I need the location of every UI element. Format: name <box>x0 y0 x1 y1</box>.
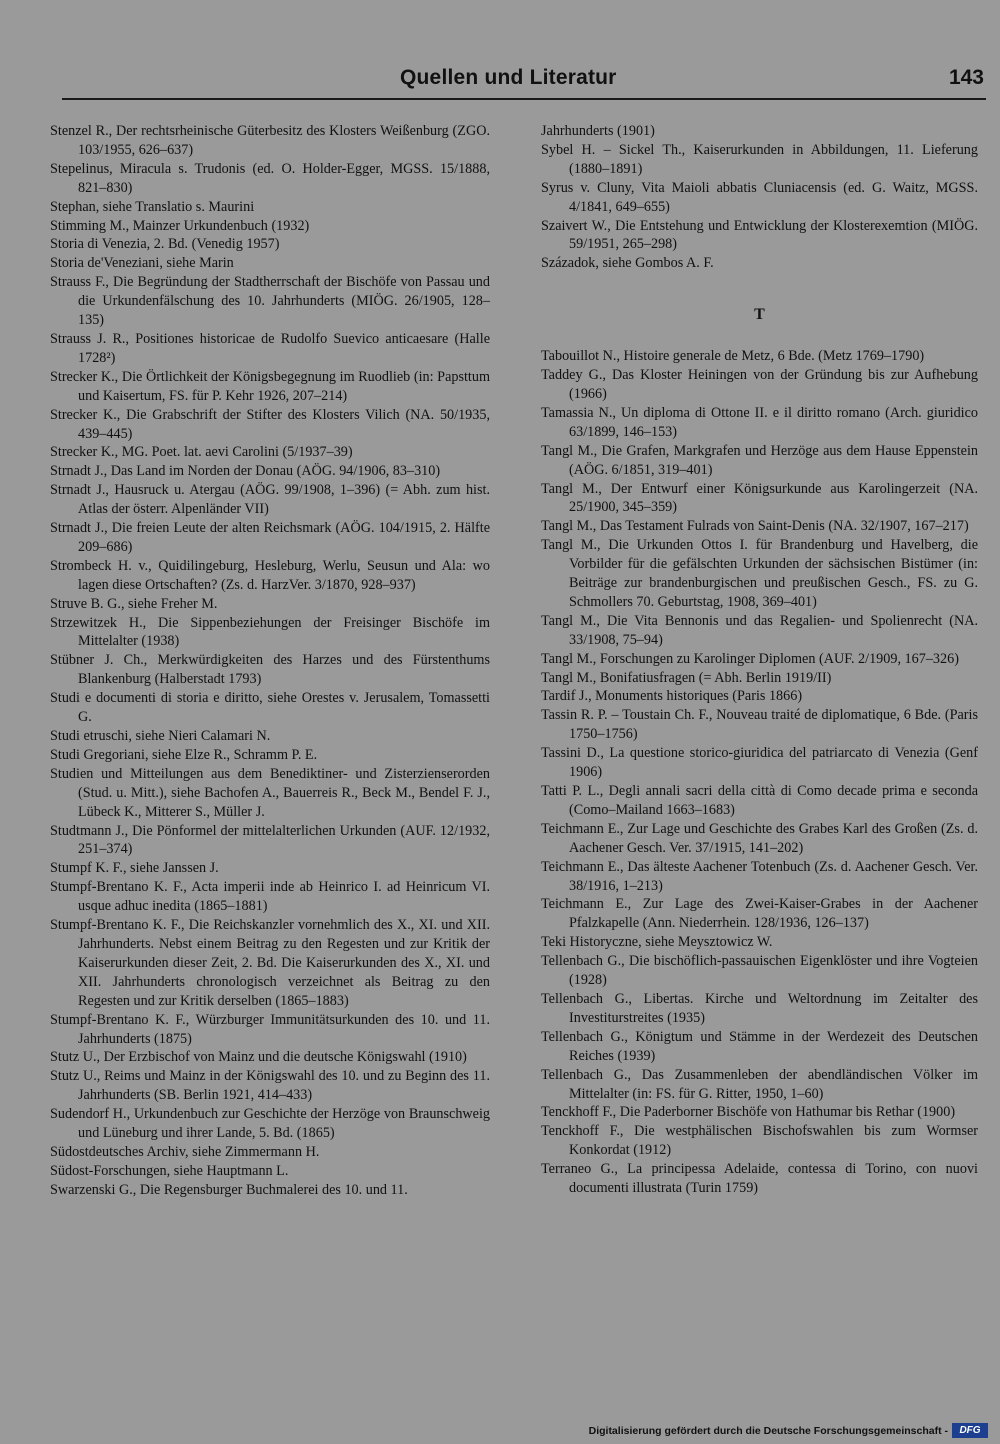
bibliography-entry: Struve B. G., siehe Freher M. <box>50 595 218 612</box>
bibliography-entry: Stumpf-Brentano K. F., Acta imperii inde ab Heinrico I. ad Heinricum VI. usque adhuc inedita (1865–1881) <box>50 879 490 915</box>
bibliography-entry: Tenckhoff F., Die westphälischen Bischofswahlen bis zum Wormser Konkordat (1912) <box>541 1123 978 1159</box>
bibliography-entry: Tangl M., Forschungen zu Karolinger Diplomen (AUF. 2/1909, 167–326) <box>541 650 959 667</box>
right-column-bottom-entries <box>541 347 978 1198</box>
bibliography-entry: Strecker K., MG. Poet. lat. aevi Carolini (5/1937–39) <box>50 444 353 461</box>
bibliography-entry: Tellenbach G., Königtum und Stämme in der Werdezeit des Deutschen Reiches (1939) <box>541 1028 978 1064</box>
bibliography-entry: Tangl M., Die Urkunden Ottos I. für Brandenburg und Havelberg, die Vorbilder für die gefälschten Urkunden der sächsischen Bistümer (in: Beiträge zur brandenburgischen und preußischen Gesch., FS. zu G. Schmollers 70. Geburtstag, 1908, 369–401) <box>541 537 978 610</box>
digitization-note: Digitalisierung gefördert durch die Deutsche Forschungsgemeinschaft - <box>588 1425 948 1437</box>
bibliography-entry: Strnadt J., Die freien Leute der alten Reichsmark (AÖG. 104/1915, 2. Hälfte 209–686) <box>50 520 490 555</box>
bibliography-entry: Stumpf-Brentano K. F., Die Reichskanzler vornehmlich des X., XI. und XII. Jahrhunderts. Nebst einem Beitrag zu den Regesten und zur Kritik der Kaiserurkunden dieser Zeit, 2. Bd. Die Kaiserurkunden des X., XI. und XII. Jahrhunderts chronologisch verzeichnet als Beitrag zu den Regesten und zur Kritik derselben (1865–1883) <box>50 917 490 1009</box>
bibliography-entry: Tamassia N., Un diploma di Ottone II. e il diritto romano (Arch. giuridico 63/1899, 146–153) <box>541 404 978 440</box>
bibliography-entry: Swarzenski G., Die Regensburger Buchmalerei des 10. und 11. <box>50 1181 408 1198</box>
running-title: Quellen und Literatur <box>400 66 617 89</box>
bibliography-entry: Stimming M., Mainzer Urkundenbuch (1932) <box>50 217 310 234</box>
bibliography-entry: Tangl M., Die Grafen, Markgrafen und Herzöge aus dem Hause Eppenstein (AÖG. 6/1851, 319–401) <box>541 442 978 478</box>
bibliography-entry: Strnadt J., Das Land im Norden der Donau (AÖG. 94/1906, 83–310) <box>50 463 441 480</box>
bibliography-entry: Strauss J. R., Positiones historicae de Rudolfo Suevico anticaesare (Halle 1728²) <box>50 330 490 366</box>
bibliography-entry: Studi Gregoriani, siehe Elze R., Schramm P. E. <box>50 746 318 763</box>
bibliography-entry: Taddey G., Das Kloster Heiningen von der Gründung bis zur Aufhebung (1966) <box>541 367 978 402</box>
bibliography-entry: Tardif J., Monuments historiques (Paris 1866) <box>541 688 803 705</box>
bibliography-entry: Südost-Forschungen, siehe Hauptmann L. <box>50 1162 289 1179</box>
bibliography-entry: Stephan, siehe Translatio s. Maurini <box>50 198 255 215</box>
bibliography-entry: Strnadt J., Hausruck u. Atergau (AÖG. 99/1908, 1–396) (= Abh. zum hist. Atlas der österr. Alpenländer VII) <box>50 482 490 518</box>
bibliography-entry: Stübner J. Ch., Merkwürdigkeiten des Harzes und des Fürstenthums Blankenburg (Halberstadt 1793) <box>50 652 490 688</box>
bibliography-entry: Strecker K., Die Grabschrift der Stifter des Klosters Vilich (NA. 50/1935, 439–445) <box>50 406 490 442</box>
bibliography-entry: Stepelinus, Miracula s. Trudonis (ed. O. Holder-Egger, MGSS. 15/1888, 821–830) <box>50 160 490 196</box>
bibliography-entry: Stutz U., Reims und Mainz in der Königswahl des 10. und zu Beginn des 11. Jahrhunderts (SB. Berlin 1921, 414–433) <box>50 1068 490 1104</box>
bibliography-entry: Studi e documenti di storia e diritto, siehe Orestes v. Jerusalem, Tomassetti G. <box>50 690 490 726</box>
bibliography-entry: Stenzel R., Der rechtsrheinische Güterbesitz des Klosters Weißenburg (ZGO. 103/1955, 626–637) <box>50 123 490 158</box>
bibliography-entry: Studi etruschi, siehe Nieri Calamari N. <box>50 728 271 744</box>
bibliography-entry: Tabouillot N., Histoire generale de Metz, 6 Bde. (Metz 1769–1790) <box>541 348 925 365</box>
right-column <box>541 122 978 1198</box>
bibliography-entry: Tangl M., Das Testament Fulrads von Saint-Denis (NA. 32/1907, 167–217) <box>541 518 969 535</box>
bibliography-entry: Tellenbach G., Die bischöflich-passauischen Eigenklöster und ihre Vogteien (1928) <box>541 953 978 989</box>
bibliography-entry: Teichmann E., Das älteste Aachener Totenbuch (Zs. d. Aachener Gesch. Ver. 38/1916, 1–213) <box>541 858 978 894</box>
bibliography-entry: Stutz U., Der Erzbischof von Mainz und die deutsche Königswahl (1910) <box>50 1049 467 1066</box>
section-letter-heading: T <box>754 306 765 324</box>
bibliography-entry: Sybel H. – Sickel Th., Kaiserurkunden in Abbildungen, 11. Lieferung (1880–1891) <box>541 141 978 177</box>
bibliography-entry: Tangl M., Der Entwurf einer Königsurkunde aus Karolingerzeit (NA. 25/1900, 345–359) <box>541 480 978 516</box>
bibliography-entry: Stumpf-Brentano K. F., Würzburger Immunitätsurkunden des 10. und 11. Jahrhunderts (1875) <box>50 1011 490 1047</box>
bibliography-entry: Tangl M., Die Vita Bennonis und das Regalien- und Spolienrecht (NA. 33/1908, 75–94) <box>541 612 978 648</box>
bibliography-entry: Südostdeutsches Archiv, siehe Zimmermann H. <box>50 1143 320 1160</box>
left-column <box>50 122 490 1200</box>
bibliography-entry: Studien und Mitteilungen aus dem Benediktiner- und Zisterzienserorden (Stud. u. Mitt.), siehe Bachofen A., Bauerreis R., Beck M., Bendel F. J., Lübeck K., Mitterer S., Müller J. <box>50 765 490 820</box>
bibliography-entry: Stumpf K. F., siehe Janssen J. <box>50 860 219 877</box>
bibliography-entry: Teichmann E., Zur Lage und Geschichte des Grabes Karl des Großen (Zs. d. Aachener Gesch. Ver. 37/1915, 141–202) <box>541 820 978 856</box>
bibliography-entry: Strzewitzek H., Die Sippenbeziehungen der Freisinger Bischöfe im Mittelalter (1938) <box>50 614 490 650</box>
bibliography-entry: Syrus v. Cluny, Vita Maioli abbatis Cluniacensis (ed. G. Waitz, MGSS. 4/1841, 649–655) <box>541 179 978 215</box>
bibliography-entry: Strecker K., Die Örtlichkeit der Königsbegegnung im Ruodlieb (in: Papsttum und Kaisertum, FS. für P. Kehr 1926, 207–214) <box>50 368 490 404</box>
bibliography-entry: Tellenbach G., Libertas. Kirche und Weltordnung im Zeitalter des Investiturstreites (1935) <box>541 990 978 1026</box>
page-header <box>62 64 986 100</box>
bibliography-entry: Tassini D., La questione storico-giuridica del patriarcato di Venezia (Genf 1906) <box>541 745 978 781</box>
bibliography-entry: Jahrhunderts (1901) <box>541 123 655 139</box>
bibliography-entry: Szaivert W., Die Entstehung und Entwicklung der Klosterexemtion (MIÖG. 59/1951, 265–298) <box>541 217 978 253</box>
bibliography-entry: Tellenbach G., Das Zusammenleben der abendländischen Völker im Mittelalter (in: FS. für G. Ritter, 1950, 1–60) <box>541 1066 978 1102</box>
bibliography-entry: Strauss F., Die Begründung der Stadtherrschaft der Bischöfe von Passau und die Urkundenfälschung des 10. Jahrhunderts (MIÖG. 26/1905, 128–135) <box>50 274 490 329</box>
dfg-logo: DFG <box>952 1423 988 1438</box>
bibliography-entry: Tenckhoff F., Die Paderborner Bischöfe von Hathumar bis Rethar (1900) <box>541 1104 956 1121</box>
bibliography-entry: Tassin R. P. – Toustain Ch. F., Nouveau traité de diplomatique, 6 Bde. (Paris 1750–1756) <box>541 707 978 743</box>
bibliography-entry: Teki Historyczne, siehe Meysztowicz W. <box>541 934 773 951</box>
bibliography-entry: Studtmann J., Die Pönformel der mittelalterlichen Urkunden (AUF. 12/1932, 251–374) <box>50 822 490 858</box>
bibliography-entry: Teichmann E., Zur Lage des Zwei-Kaiser-Grabes in der Aachener Pfalzkapelle (Ann. Niederrhein. 128/1936, 126–137) <box>541 896 978 932</box>
bibliography-entry: Századok, siehe Gombos A. F. <box>541 255 714 272</box>
bibliography-entry: Tangl M., Bonifatiusfragen (= Abh. Berlin 1919/II) <box>541 669 832 686</box>
bibliography-entry: Tatti P. L., Degli annali sacri della città di Como decade prima e seconda (Como–Mailand 1663–1683) <box>541 783 978 818</box>
bibliography-entry: Terraneo G., La principessa Adelaide, contessa di Torino, con nuovi documenti illustrata (Turin 1759) <box>541 1161 978 1197</box>
bibliography-entry: Storia di Venezia, 2. Bd. (Venedig 1957) <box>50 236 280 253</box>
bibliography-entry: Strombeck H. v., Quidilingeburg, Hesleburg, Werlu, Seusun und Ala: wo lagen diese Ortschaften? (Zs. d. HarzVer. 3/1870, 928–937) <box>50 557 490 593</box>
bibliography-entry: Sudendorf H., Urkundenbuch zur Geschichte der Herzöge von Braunschweig und Lüneburg und ihrer Lande, 5. Bd. (1865) <box>50 1106 490 1142</box>
bibliography-entry: Storia de'Veneziani, siehe Marin <box>50 255 234 272</box>
page-number: 143 <box>948 66 984 89</box>
right-column-top-entries <box>541 122 978 273</box>
